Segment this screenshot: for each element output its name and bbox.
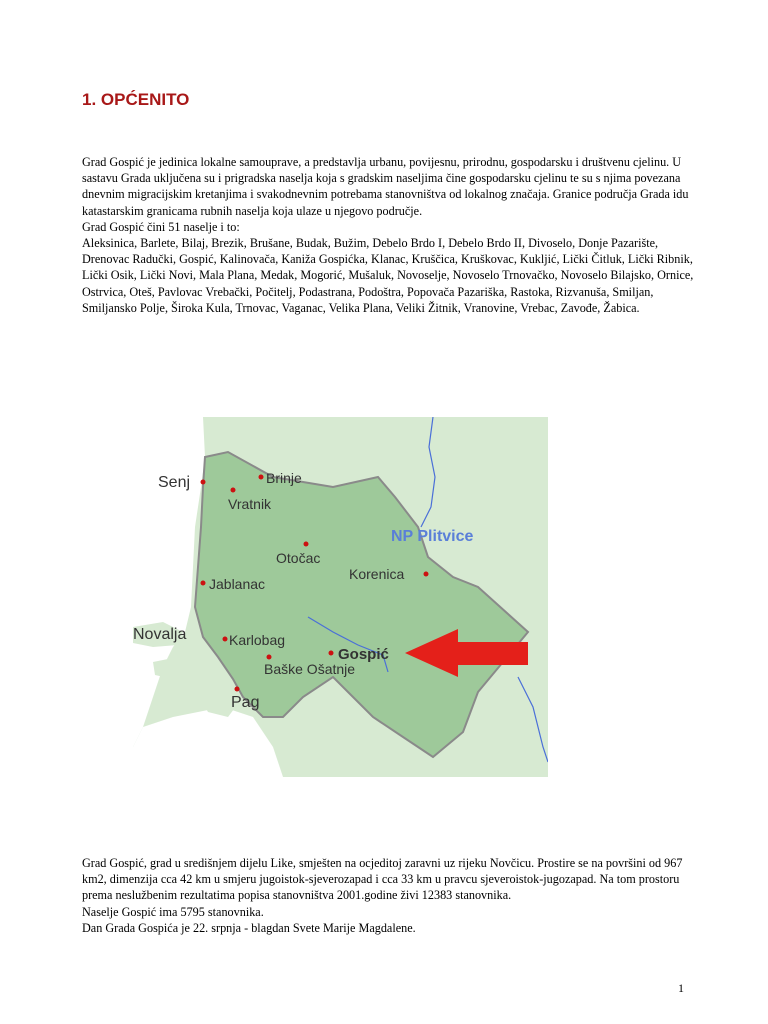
intro-text: Grad Gospić je jedinica lokalne samouprave, a predstavlja urbanu, povijesnu, prirodnu, gospodarsku i društvenu cjelinu. U sastavu Grada uključena su i prigradska naselja koja s gradskim naseljima čine gospodarsku cjelinu te su s njima povezana dnevnim migracijskim kretanjima i svakodnevnim potrebama stanovništva od lokalnog značaja. Granice područja Grada idu katastarskim granicama rubnih naselja koja ulaze u njegovo područje. [82, 155, 689, 218]
label-baske-osatnje: Baške Ošatnje [264, 661, 356, 677]
label-karlobag: Karlobag [229, 632, 286, 648]
dot-korenica [424, 572, 429, 577]
label-novalja: Novalja [133, 626, 187, 643]
dot-pag [235, 687, 240, 692]
settlement-count-text: Grad Gospić čini 51 naselje i to: [82, 219, 240, 234]
label-senj: Senj [158, 474, 191, 491]
label-otocac: Otočac [276, 550, 321, 566]
dot-karlobag [223, 637, 228, 642]
label-korenica: Korenica [349, 566, 405, 582]
label-brinje: Brinje [266, 470, 302, 486]
description-paragraph [82, 855, 694, 936]
dot-brinje [259, 475, 264, 480]
intro-paragraph [82, 154, 694, 316]
label-gospic: Gospić [338, 646, 389, 663]
label-jablanac: Jablanac [209, 576, 266, 592]
dot-baske [267, 655, 272, 660]
label-np-plitvice: NP Plitvice [391, 528, 474, 545]
label-pag: Pag [231, 694, 260, 711]
description-text: Grad Gospić, grad u središnjem dijelu Like, smješten na ocjeditoj zaravni uz rijeku Novčicu. Prostire se na površini od 967 km2, dimenzija cca 42 km u smjeru jugoistok-sjeverozapad i cca 33 km u pravcu sjeveroistok-jugozapad. Na tom prostoru prema neslužbenim rezultatima popisa stanovništva 2001.godine živi 12383 stanovnika. [82, 856, 683, 903]
dot-senj [201, 480, 206, 485]
label-vratnik: Vratnik [228, 496, 272, 512]
dot-gospic [329, 651, 334, 656]
page-number: 1 [678, 981, 684, 995]
county-map [133, 417, 548, 777]
dot-jablanac [201, 581, 206, 586]
section-heading: 1. OPĆENITO [82, 90, 190, 109]
dot-otocac [304, 542, 309, 547]
settlement-list: Aleksinica, Barlete, Bilaj, Brezik, Brušane, Budak, Bužim, Debelo Brdo I, Debelo Brdo II, Divoselo, Donje Pazarište, Drenovac Radučki, Gospić, Kalinovača, Kaniža Gospićka, Klanac, Kruščica, Kruškovac, Kukljić, Lički Čitluk, Lički Ribnik, Lički Osik, Lički Novi, Mala Plana, Medak, Mogorić, Mušaluk, Novoselje, Novoselo Trnovačko, Novoselo Bilajsko, Ornice, Ostrvica, Oteš, Pavlovac Vrebački, Počitelj, Podastrana, Podoštra, Popovača Pazariška, Rastoka, Rizvanuša, Smiljan, Smiljansko Polje, Široka Kula, Trnovac, Vaganac, Velika Plana, Veliki Žitnik, Vranovine, Vrebac, Zavođe, Žabica. [82, 236, 694, 315]
map-svg [133, 417, 548, 777]
city-day-text: Dan Grada Gospića je 22. srpnja - blagdan Svete Marije Magdalene. [82, 920, 416, 935]
dot-vratnik [231, 488, 236, 493]
population-text: Naselje Gospić ima 5795 stanovnika. [82, 904, 264, 919]
